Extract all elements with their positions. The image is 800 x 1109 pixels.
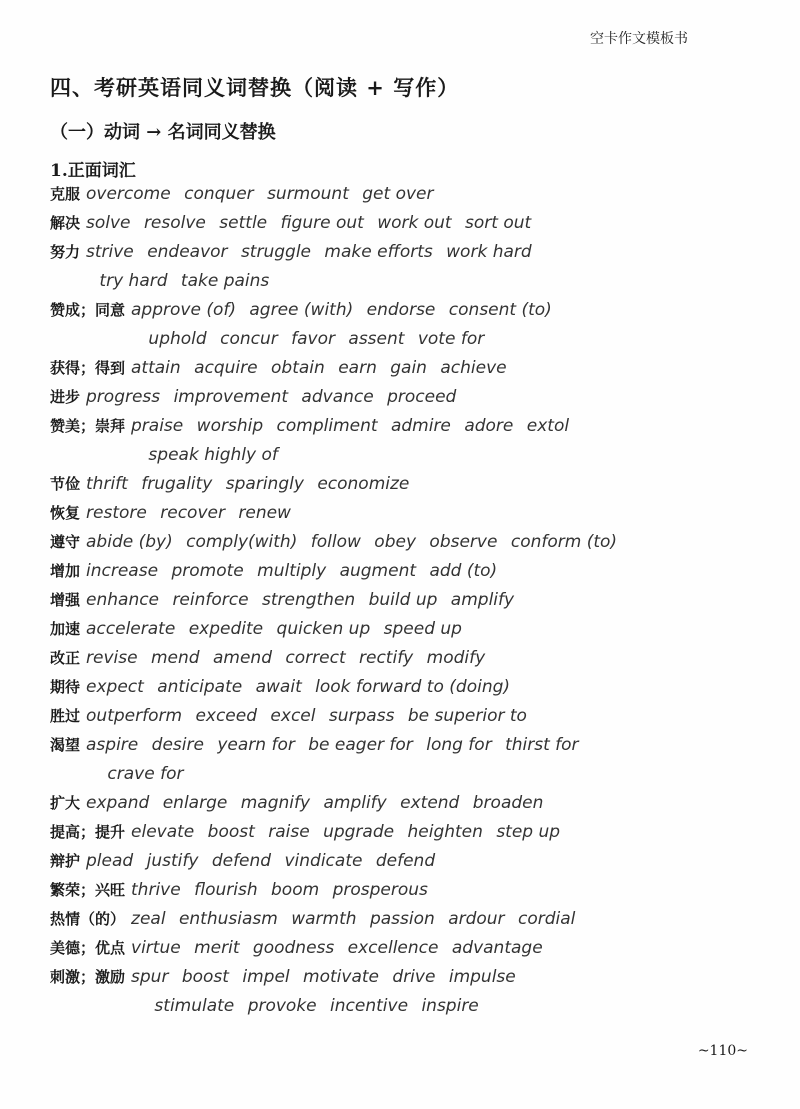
english-synonyms <box>86 238 750 296</box>
chinese-term: 改正 <box>50 649 81 667</box>
synonym-word: flourish <box>194 880 258 900</box>
synonym-word: extol <box>526 416 570 436</box>
synonym-word: make efforts <box>324 242 433 262</box>
synonym-word: enlarge <box>162 793 228 813</box>
synonym-row <box>50 586 750 615</box>
synonym-word: sort out <box>465 213 532 233</box>
synonym-word: expedite <box>188 619 264 639</box>
synonym-word: earn <box>338 358 377 378</box>
synonym-word: proceed <box>387 387 457 407</box>
synonym-word: recover <box>160 503 225 523</box>
synonym-word: motivate <box>303 967 379 987</box>
synonym-row <box>50 789 750 818</box>
synonym-word: thrift <box>86 474 128 494</box>
english-synonyms <box>86 847 750 876</box>
english-synonyms <box>86 644 750 673</box>
chinese-term: 期待 <box>50 678 81 696</box>
synonym-word: reinforce <box>172 590 249 610</box>
synonym-word: vindicate <box>284 851 363 871</box>
synonym-word: modify <box>426 648 486 668</box>
synonym-word: accelerate <box>86 619 176 639</box>
synonym-row <box>50 528 750 557</box>
synonym-word: adore <box>464 416 514 436</box>
chinese-term: 刺激；激励 <box>50 968 126 986</box>
chinese-term: 胜过 <box>50 707 81 725</box>
english-synonyms <box>131 818 750 847</box>
synonym-word: favor <box>291 329 335 349</box>
synonym-word: magnify <box>240 793 311 813</box>
english-synonyms <box>86 209 750 238</box>
synonym-row <box>50 470 750 499</box>
synonym-word: sparingly <box>225 474 304 494</box>
english-synonyms <box>86 557 750 586</box>
english-synonyms <box>131 876 750 905</box>
synonym-word: progress <box>86 387 161 407</box>
synonym-word: approve (of) <box>131 300 236 320</box>
synonym-word: aspire <box>86 735 139 755</box>
synonym-word: attain <box>131 358 181 378</box>
synonym-word: strengthen <box>261 590 356 610</box>
synonym-word: figure out <box>280 213 364 233</box>
synonym-word: correct <box>285 648 346 668</box>
english-synonyms <box>86 586 750 615</box>
synonym-list <box>50 180 750 1021</box>
synonym-word: vote for <box>417 329 485 349</box>
synonym-word: achieve <box>440 358 507 378</box>
synonym-word: advantage <box>451 938 543 958</box>
synonym-word: warmth <box>291 909 357 929</box>
synonym-word: upgrade <box>323 822 395 842</box>
synonym-word: heighten <box>407 822 483 842</box>
synonym-word: drive <box>392 967 436 987</box>
synonym-row <box>50 180 750 209</box>
synonym-row <box>50 702 750 731</box>
synonym-word: amend <box>212 648 272 668</box>
english-synonyms <box>86 180 750 209</box>
chinese-term: 恢复 <box>50 504 81 522</box>
synonym-word: quicken up <box>276 619 371 639</box>
synonym-word: zeal <box>131 909 166 929</box>
synonym-word: try hard <box>99 271 168 291</box>
synonym-word: enthusiasm <box>178 909 278 929</box>
synonym-word: elevate <box>131 822 195 842</box>
synonym-row <box>50 354 750 383</box>
synonym-word: struggle <box>240 242 312 262</box>
synonym-word: frugality <box>141 474 213 494</box>
synonym-word: speak highly of <box>148 445 278 465</box>
synonym-word: acquire <box>194 358 258 378</box>
synonym-word: multiply <box>257 561 327 581</box>
synonym-word: defend <box>375 851 436 871</box>
synonym-word: step up <box>496 822 561 842</box>
synonym-word: work hard <box>446 242 532 262</box>
synonym-row <box>50 209 750 238</box>
synonym-word: compliment <box>276 416 378 436</box>
synonym-row <box>50 876 750 905</box>
synonym-row <box>50 963 750 1021</box>
synonym-word: observe <box>429 532 498 552</box>
synonym-word: boost <box>181 967 229 987</box>
synonym-row <box>50 905 750 934</box>
synonym-row <box>50 557 750 586</box>
chinese-term: 渴望 <box>50 736 81 754</box>
chinese-term: 增强 <box>50 591 81 609</box>
synonym-word: plead <box>86 851 134 871</box>
synonym-word: obey <box>374 532 417 552</box>
chinese-term: 增加 <box>50 562 81 580</box>
category-title: 1.正面词汇 <box>50 161 136 181</box>
synonym-word: renew <box>238 503 291 523</box>
chinese-term: 努力 <box>50 243 81 261</box>
synonym-word: get over <box>362 184 434 204</box>
english-synonyms <box>131 934 750 963</box>
synonym-word: expect <box>86 677 144 697</box>
chinese-term: 繁荣；兴旺 <box>50 881 126 899</box>
synonym-row <box>50 238 750 296</box>
synonym-word: take pains <box>180 271 270 291</box>
english-synonyms <box>131 905 750 934</box>
synonym-word: revise <box>86 648 138 668</box>
synonym-word: raise <box>268 822 310 842</box>
english-synonyms <box>86 383 750 412</box>
synonym-word: augment <box>339 561 417 581</box>
synonym-word: amplify <box>323 793 387 813</box>
synonym-row <box>50 412 750 470</box>
synonym-word: endeavor <box>147 242 228 262</box>
english-synonyms <box>86 673 750 702</box>
synonym-word: long for <box>426 735 492 755</box>
synonym-row <box>50 847 750 876</box>
synonym-word: concur <box>220 329 278 349</box>
synonym-row <box>50 615 750 644</box>
chinese-term: 遵守 <box>50 533 81 551</box>
synonym-word: gain <box>390 358 427 378</box>
synonym-word: abide (by) <box>86 532 173 552</box>
synonym-word: uphold <box>148 329 207 349</box>
synonym-word: follow <box>310 532 361 552</box>
chinese-term: 进步 <box>50 388 81 406</box>
chinese-term: 辩护 <box>50 852 81 870</box>
synonym-word: merit <box>194 938 240 958</box>
synonym-row <box>50 383 750 412</box>
chinese-term: 加速 <box>50 620 81 638</box>
section-title: 四、考研英语同义词替换（阅读 + 写作） <box>50 75 460 100</box>
english-synonyms <box>86 789 750 818</box>
synonym-word: ardour <box>448 909 505 929</box>
synonym-row <box>50 673 750 702</box>
synonym-word: defend <box>211 851 272 871</box>
synonym-word: outperform <box>86 706 183 726</box>
chinese-term: 克服 <box>50 185 81 203</box>
synonym-word: boost <box>207 822 255 842</box>
synonym-word: be eager for <box>308 735 413 755</box>
synonym-word: improvement <box>173 387 289 407</box>
synonym-word: consent (to) <box>448 300 552 320</box>
synonym-row <box>50 499 750 528</box>
synonym-word: stimulate <box>154 996 235 1016</box>
synonym-word: await <box>255 677 302 697</box>
chinese-term: 赞成；同意 <box>50 301 126 319</box>
synonym-row <box>50 644 750 673</box>
synonym-word: be superior to <box>407 706 527 726</box>
synonym-word: cordial <box>517 909 576 929</box>
chinese-term: 获得；得到 <box>50 359 126 377</box>
synonym-word: goodness <box>252 938 335 958</box>
synonym-word: prosperous <box>332 880 428 900</box>
synonym-word: justify <box>146 851 199 871</box>
chinese-term: 美德；优点 <box>50 939 126 957</box>
synonym-word: rectify <box>359 648 414 668</box>
synonym-word: provoke <box>247 996 317 1016</box>
chinese-term: 赞美；崇拜 <box>50 417 126 435</box>
synonym-word: conquer <box>184 184 254 204</box>
synonym-row <box>50 818 750 847</box>
synonym-word: impel <box>242 967 290 987</box>
english-synonyms <box>131 963 750 1021</box>
synonym-word: conform (to) <box>510 532 618 552</box>
synonym-word: exceed <box>195 706 258 726</box>
synonym-word: settle <box>219 213 268 233</box>
synonym-word: excel <box>270 706 316 726</box>
english-synonyms <box>86 615 750 644</box>
synonym-word: strive <box>86 242 134 262</box>
synonym-word: boom <box>271 880 320 900</box>
page-number: ~110~ <box>697 1043 748 1059</box>
synonym-word: expand <box>86 793 150 813</box>
synonym-word: assent <box>348 329 405 349</box>
synonym-word: look forward to (doing) <box>315 677 511 697</box>
synonym-word: amplify <box>450 590 515 610</box>
synonym-word: resolve <box>143 213 206 233</box>
synonym-row <box>50 731 750 789</box>
synonym-word: thirst for <box>505 735 579 755</box>
header-brand: 空卡作文模板书 <box>590 31 688 47</box>
chinese-term: 热情（的） <box>50 910 126 928</box>
synonym-word: thrive <box>131 880 181 900</box>
synonym-word: agree (with) <box>249 300 354 320</box>
english-synonyms <box>86 731 750 789</box>
synonym-word: surmount <box>267 184 349 204</box>
synonym-word: excellence <box>347 938 439 958</box>
synonym-word: obtain <box>271 358 325 378</box>
synonym-word: solve <box>86 213 131 233</box>
synonym-word: endorse <box>366 300 436 320</box>
synonym-word: spur <box>131 967 169 987</box>
synonym-word: incentive <box>330 996 409 1016</box>
chinese-term: 扩大 <box>50 794 81 812</box>
english-synonyms <box>86 470 750 499</box>
chinese-term: 提高；提升 <box>50 823 126 841</box>
synonym-word: promote <box>171 561 244 581</box>
synonym-word: worship <box>196 416 264 436</box>
synonym-word: passion <box>369 909 435 929</box>
english-synonyms <box>131 296 750 354</box>
english-synonyms <box>86 528 750 557</box>
synonym-word: virtue <box>131 938 181 958</box>
synonym-word: overcome <box>86 184 171 204</box>
synonym-word: praise <box>131 416 184 436</box>
synonym-word: work out <box>377 213 452 233</box>
subsection-title: （一）动词 → 名词同义替换 <box>50 122 276 143</box>
synonym-word: add (to) <box>429 561 498 581</box>
synonym-word: anticipate <box>157 677 243 697</box>
synonym-word: comply(with) <box>186 532 298 552</box>
synonym-word: enhance <box>86 590 160 610</box>
synonym-word: impulse <box>448 967 516 987</box>
english-synonyms <box>86 499 750 528</box>
synonym-word: surpass <box>328 706 395 726</box>
synonym-word: inspire <box>421 996 479 1016</box>
synonym-word: increase <box>86 561 159 581</box>
synonym-word: admire <box>390 416 451 436</box>
synonym-row <box>50 934 750 963</box>
synonym-word: advance <box>301 387 374 407</box>
synonym-word: yearn for <box>217 735 295 755</box>
synonym-word: desire <box>151 735 204 755</box>
chinese-term: 解决 <box>50 214 81 232</box>
synonym-word: economize <box>317 474 410 494</box>
synonym-word: crave for <box>107 764 184 784</box>
synonym-word: extend <box>400 793 460 813</box>
synonym-word: mend <box>150 648 200 668</box>
synonym-word: broaden <box>472 793 544 813</box>
synonym-word: restore <box>86 503 147 523</box>
english-synonyms <box>131 412 750 470</box>
english-synonyms <box>86 702 750 731</box>
synonym-word: speed up <box>383 619 462 639</box>
synonym-row <box>50 296 750 354</box>
english-synonyms <box>131 354 750 383</box>
synonym-word: build up <box>368 590 438 610</box>
chinese-term: 节俭 <box>50 475 81 493</box>
